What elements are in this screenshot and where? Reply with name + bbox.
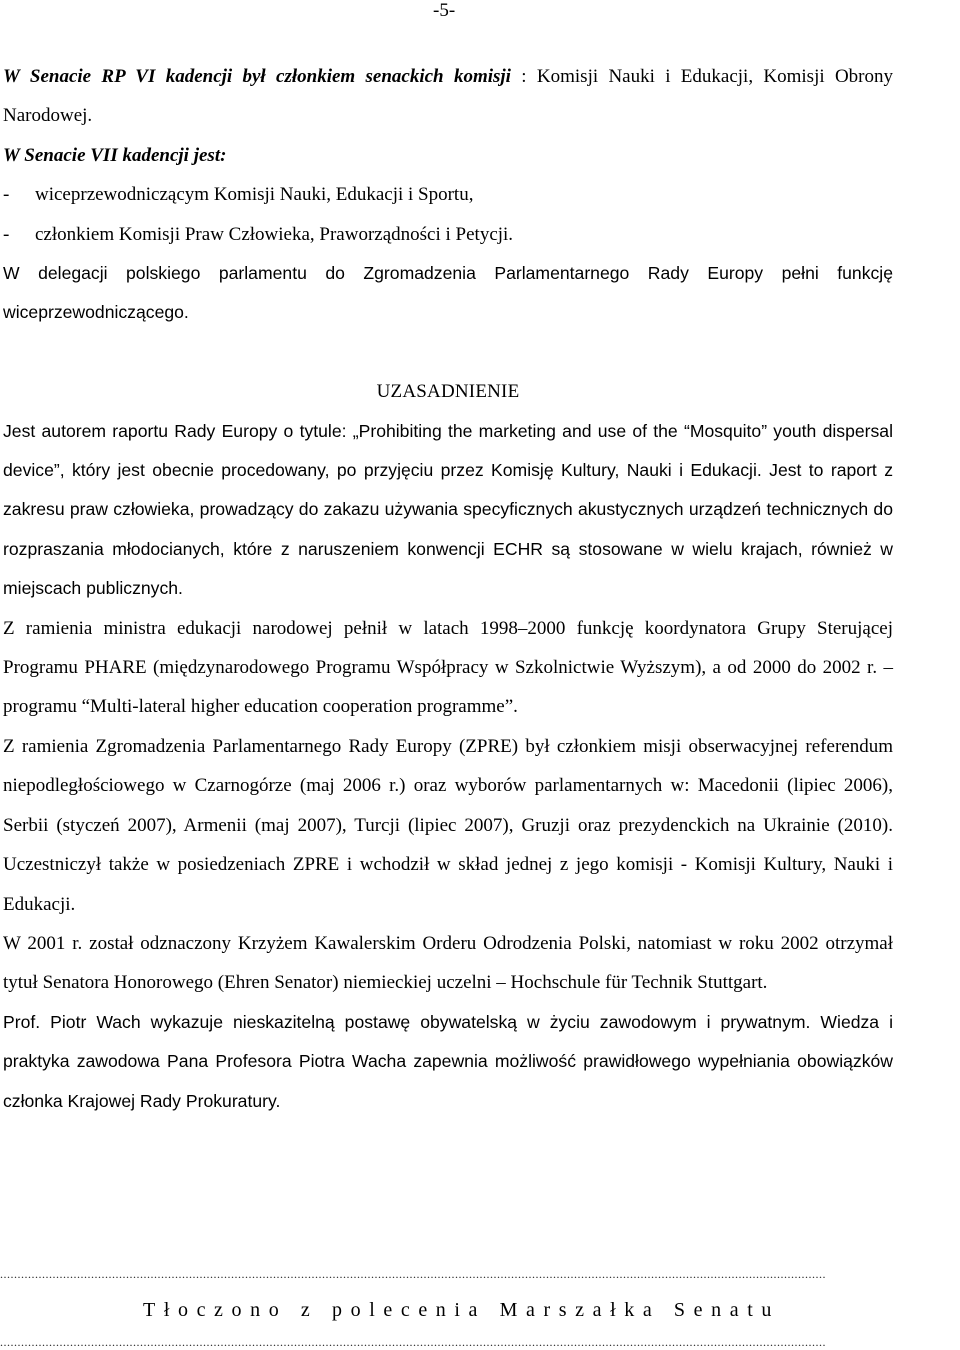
footer-imprint: Tłoczono z polecenia Marszałka Senatu: [143, 1299, 780, 1321]
list-dash: -: [3, 184, 10, 206]
footer-dotted-rule: ............................................................................................................................................................................................................................................: [0, 1268, 826, 1280]
delegation-paragraph: W delegacji polskiego parlamentu do Zgromadzenia Parlamentarnego Rady Europy pełni funkcję wiceprzewodniczącego.: [3, 263, 893, 323]
justification-heading: UZASADNIENIE: [376, 381, 520, 403]
footer-dotted-rule: ............................................................................................................................................................................................................................................: [0, 1336, 826, 1348]
list-item: [3, 175, 893, 214]
senate-vi-paragraph: [3, 57, 893, 136]
list-item: [3, 215, 893, 254]
list-dash: -: [3, 223, 10, 245]
justification-paragraph: Z ramienia ministra edukacji narodowej pełnił w latach 1998–2000 funkcję koordynatora Grupy Sterującej Programu PHARE (międzynarodowego Programu Współpracy w Szkolnictwie Wyższym), a od 2000 do 2002 r. – programu “Multi-lateral higher education cooperation programme”.: [3, 617, 893, 718]
senate-vii-heading: W Senacie VII kadencji jest:: [3, 144, 227, 166]
justification-paragraph: W 2001 r. został odznaczony Krzyżem Kawalerskim Orderu Odrodzenia Polski, natomiast w roku 2002 otrzymał tytuł Senatora Honorowego (Ehren Senator) niemieckiej uczelni – Hochschule für Technik Stuttgart.: [3, 932, 893, 994]
list-item-text: wiceprzewodniczącym Komisji Nauki, Edukacji i Sportu,: [35, 184, 474, 206]
senate-vi-lead: W Senacie RP VI kadencji był członkiem senackich komisji: [3, 66, 511, 87]
justification-paragraph: Z ramienia Zgromadzenia Parlamentarnego Rady Europy (ZPRE) był członkiem misji obserwacyjnej referendum niepodległościowego w Czarnogórze (maj 2006 r.) oraz wyborów parlamentarnych w: Macedonii (lipiec 2006), Serbii (styczeń 2007), Armenii (maj 2007), Turcji (lipiec 2007), Gruzji oraz prezydenckich na Ukrainie (2010). Uczestniczył także w posiedzeniach ZPRE i wchodził w skład jednej z jego komisji - Komisji Kultury, Nauki i Edukacji.: [3, 735, 893, 915]
justification-paragraph: Jest autorem raportu Rady Europy o tytule: „Prohibiting the marketing and use of the “Mosquito” youth dispersal device”, który jest obecnie procedowany, po przyjęciu przez Komisję Kultury, Nauki i Edukacji. Jest to raport z zakresu praw człowieka, prowadzący do zakazu używania specyficznych akustycznych urządzeń technicznych do rozpraszania młodocianych, które z naruszeniem konwencji ECHR są stosowane w wielu krajach, również w miejscach publicznych.: [3, 420, 893, 599]
document-body: [3, 57, 893, 1121]
list-item-text: członkiem Komisji Praw Człowieka, Praworządności i Petycji.: [35, 223, 514, 245]
justification-paragraph: Prof. Piotr Wach wykazuje nieskazitelną postawę obywatelską w życiu zawodowym i prywatnym. Wiedza i praktyka zawodowa Pana Profesora Piotra Wacha zapewnia możliwość prawidłowego wypełniania obowiązków członka Krajowej Rady Prokuratury.: [3, 1011, 893, 1111]
page-number: -5-: [433, 0, 456, 21]
senate-vi-committees: : Komisji Nauki i Edukacji, Komisji Obrony Narodowej.: [3, 66, 894, 127]
